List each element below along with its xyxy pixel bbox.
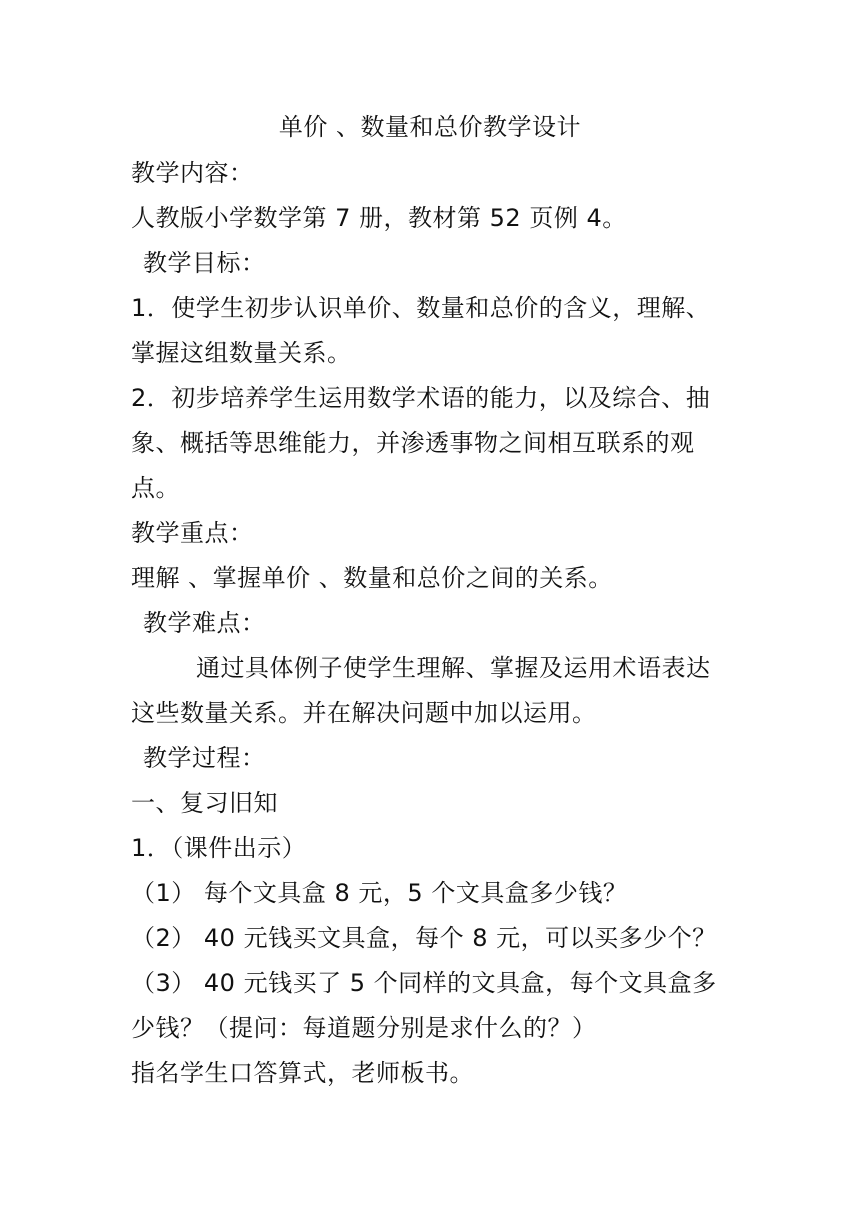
paragraph-line: 这些数量关系。并在解决问题中加以运用。 bbox=[131, 699, 597, 727]
paragraph-line: 点。 bbox=[131, 474, 180, 502]
paragraph-line: 2．初步培养学生运用数学术语的能力，以及综合、抽 bbox=[131, 384, 711, 412]
question-line: （2） 40 元钱买文具盒，每个 8 元，可以买多少个？ bbox=[131, 924, 717, 952]
paragraph-line: 人教版小学数学第 7 册，教材第 52 页例 4。 bbox=[131, 204, 627, 232]
section-heading-key-points: 教学重点： bbox=[131, 519, 254, 547]
paragraph-line: 通过具体例子使学生理解、掌握及运用术语表达 bbox=[196, 654, 711, 682]
section-heading-difficulties: 教学难点： bbox=[143, 609, 266, 637]
question-line: （3） 40 元钱买了 5 个同样的文具盒，每个文具盒多 bbox=[131, 969, 717, 997]
paragraph-line: 1．使学生初步认识单价、数量和总价的含义，理解、 bbox=[131, 294, 711, 322]
subsection-heading: 一、复习旧知 bbox=[131, 789, 278, 817]
paragraph-line: 指名学生口答算式，老师板书。 bbox=[131, 1059, 474, 1087]
document-title: 单价 、数量和总价教学设计 bbox=[278, 113, 582, 141]
section-heading-process: 教学过程： bbox=[143, 744, 266, 772]
section-heading-content: 教学内容： bbox=[131, 159, 254, 187]
paragraph-line: 象、概括等思维能力，并渗透事物之间相互联系的观 bbox=[131, 429, 695, 457]
paragraph-line: 掌握这组数量关系。 bbox=[131, 339, 352, 367]
paragraph-line: 理解 、掌握单价 、数量和总价之间的关系。 bbox=[131, 564, 613, 592]
paragraph-line: 1．（课件出示） bbox=[131, 834, 307, 862]
paragraph-line: 少钱？（提问：每道题分别是求什么的？） bbox=[131, 1014, 597, 1042]
section-heading-objectives: 教学目标： bbox=[143, 249, 266, 277]
question-line: （1） 每个文具盒 8 元，5 个文具盒多少钱？ bbox=[131, 879, 628, 907]
